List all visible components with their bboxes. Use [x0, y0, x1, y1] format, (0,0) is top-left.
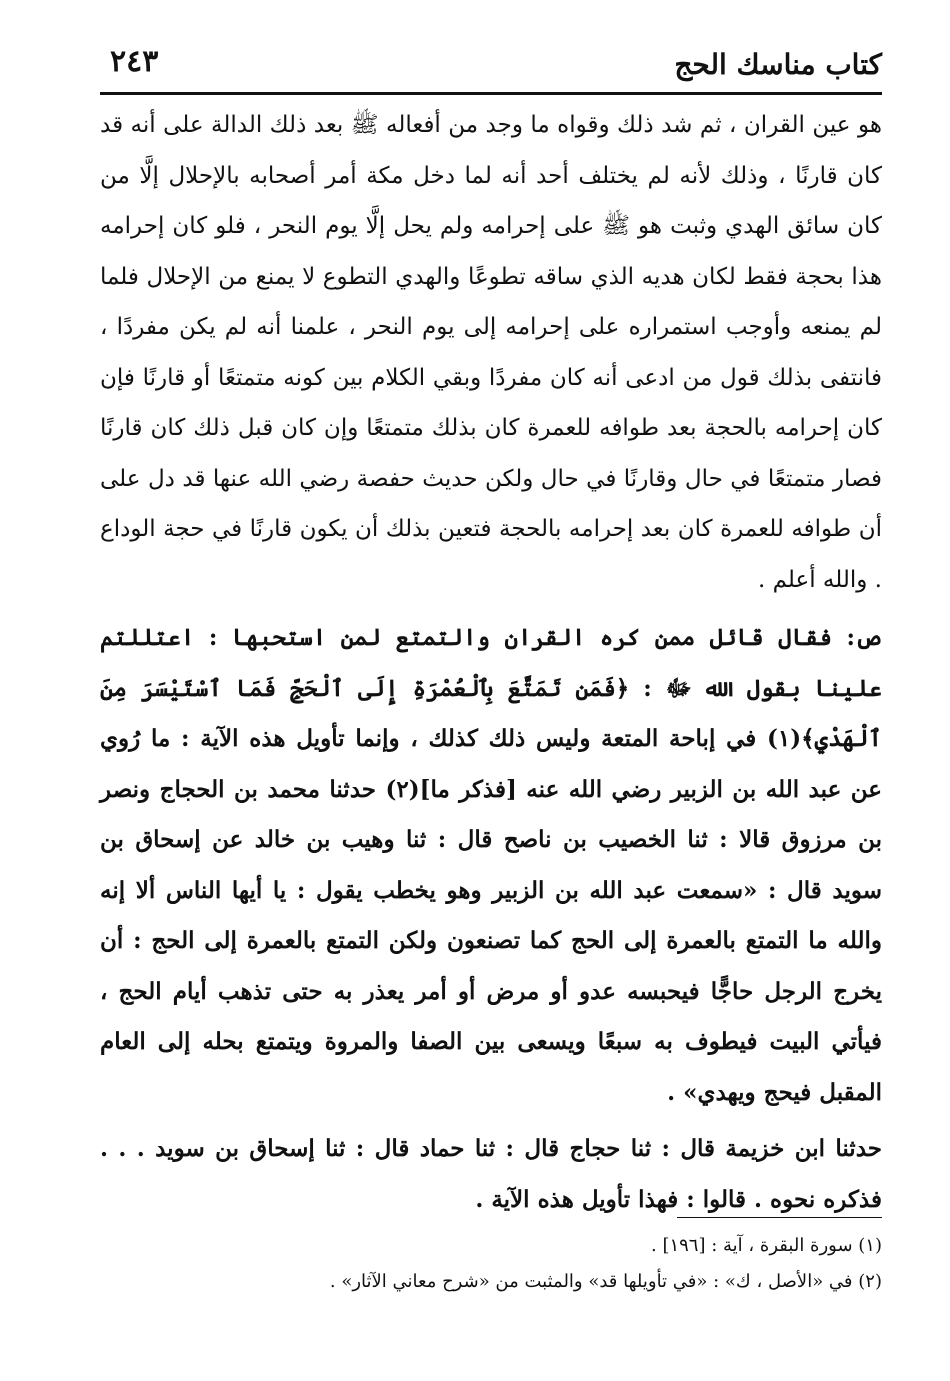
section-marker: ص: — [846, 624, 882, 651]
page-number: ٢٤٣ — [110, 44, 159, 79]
paragraph-3: حدثنا ابن خزيمة قال : ثنا حجاج قال : ثنا حماد قال : ثنا إسحاق بن سويد . . . فذكره نحوه . قالوا : فهذا تأويل هذه الآية . — [100, 1135, 882, 1213]
main-text — [100, 100, 882, 1225]
book-title: كتاب مناسك الحج — [674, 48, 882, 81]
footnote-2: (٢) في «الأصل ، ك» : «في تأويلها قد» والمثبت من «شرح معاني الآثار» . — [329, 1271, 882, 1292]
paragraph-1: هو عين القران ، ثم شد ذلك وقواه ما وجد من أفعاله ﷺ بعد ذلك الدالة على أنه قد كان قارنًا ، وذلك لأنه لم يختلف أحد أنه لما دخل مكة أمر أصحابه بالإحلال إلَّا من كان سائق الهدي وثبت هو ﷺ على إحرامه ولم يحل إلَّا يوم النحر ، فلو كان إحرامه هذا بحجة فقط لكان هديه الذي ساقه تطوعًا والهدي التطوع لا يمنع من الإحلال فلما لم يمنعه وأوجب استمراره على إحرامه إلى يوم النحر ، علمنا أنه لم يكن مفردًا ، فانتفى بذلك قول من ادعى أنه كان مفردًا وبقي الكلام بين كونه متمتعًا أو قارنًا فإن كان إحرامه بالحجة بعد طوافه للعمرة كان بذلك متمتعًا وإن كان قبل ذلك كان قارنًا فصار متمتعًا في حال وقارنًا في حال ولكن حديث حفصة رضي الله عنها قد دل على أن طوافه للعمرة كان بعد إحرامه بالحجة فتعين بذلك أن يكون قارنًا في حجة الوداع . والله أعلم . — [100, 112, 882, 593]
footnote-1: (١) سورة البقرة ، آية : [١٩٦] . — [651, 1235, 882, 1256]
paragraph-2 — [100, 613, 882, 1118]
footnotes — [100, 1228, 882, 1300]
footnote-separator — [677, 1217, 882, 1218]
paragraph-2-text: فقال قائل ممن كره القران والتمتع لمن استحبها : اعتللتم علينا بقول الله ﷻ : ﴿فَمَن تَمَتَّعَ بِٱلْعُمْرَةِ إِلَى ٱلْحَجِّ فَمَا ٱسْتَيْسَرَ مِنَ ٱلْهَدْيِ﴾(١) في إباحة المتعة وليس ذلك كذلك ، وإنما تأويل هذه الآية : ما رُوي عن عبد الله بن الزبير رضي الله عنه [فذكر ما](٢) حدثنا محمد بن الحجاج ونصر بن مرزوق قالا : ثنا الخصيب بن ناصح قال : ثنا وهيب بن خالد عن إسحاق بن سويد قال : «سمعت عبد الله بن الزبير وهو يخطب يقول : يا أيها الناس ألا إنه والله ما التمتع بالعمرة إلى الحج كما تصنعون ولكن التمتع بالعمرة إلى الحج : أن يخرج الرجل حاجًّا فيحبسه عدو أو مرض أو أمر يعذر به حتى تذهب أيام الحج ، فيأتي البيت فيطوف به سبعًا ويسعى بين الصفا والمروة ويتمتع بحله إلى العام المقبل فيحج ويهدي» . — [100, 624, 882, 1106]
page-header — [100, 38, 882, 95]
